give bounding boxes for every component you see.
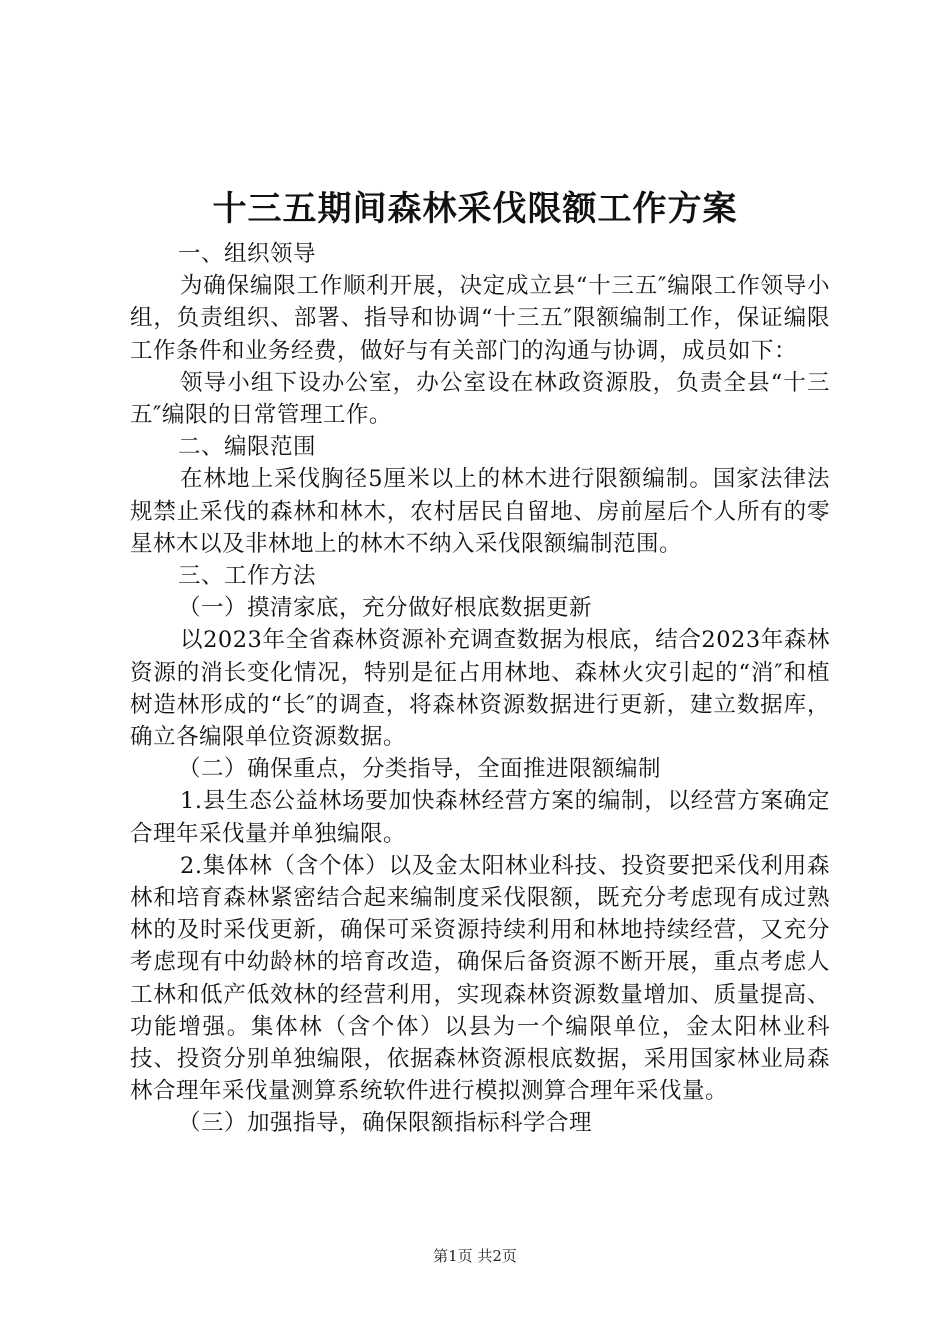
page-title: 十三五期间森林采伐限额工作方案 <box>212 189 738 229</box>
section-heading: 三、工作方法 <box>178 563 317 590</box>
document-body <box>130 238 830 1140</box>
paragraph: 2.集体林（含个体）以及金太阳林业科技、投资要把采伐利用森林和培育森林紧密结合起来编制度采伐限额，既充分考虑现有成过熟林的及时采伐更新，确保可采资源持续利用和林地持续经营，又充分考虑现有中幼龄林的培育改造，确保后备资源不断开展，重点考虑人工林和低产低效林的经营利用，实现森林资源数量增加、质量提高、功能增强。集体林（含个体）以县为一个编限单位，金太阳林业科技、投资分别单独编限，依据森林资源根底数据，采用国家林业局森林合理年采伐量测算系统软件进行模拟测算合理年采伐量。 <box>130 852 830 1105</box>
page-footer: 第1页 共2页 <box>433 1247 517 1265</box>
section-heading: 二、编限范围 <box>178 434 317 461</box>
paragraph: 在林地上采伐胸径5厘米以上的林木进行限额编制。国家法律法规禁止采伐的森林和林木，农村居民自留地、房前屋后个人所有的零星林木以及非林地上的林木不纳入采伐限额编制范围。 <box>130 466 830 557</box>
subsection-heading: （二）确保重点，分类指导，全面推进限额编制 <box>178 756 662 783</box>
subsection-heading: （一）摸清家底，充分做好根底数据更新 <box>178 595 593 622</box>
paragraph: 领导小组下设办公室，办公室设在林政资源股，负责全县“十三五″编限的日常管理工作。 <box>130 369 830 429</box>
section-heading: 一、组织领导 <box>178 241 317 267</box>
paragraph: 为确保编限工作顺利开展，决定成立县“十三五″编限工作领导小组，负责组织、部署、指导和协调“十三五″限额编制工作，保证编限工作条件和业务经费，做好与有关部门的沟通与协调，成员如下： <box>130 273 830 364</box>
paragraph: 1.县生态公益林场要加快森林经营方案的编制，以经营方案确定合理年采伐量并单独编限。 <box>130 788 830 847</box>
paragraph: 以2023年全省森林资源补充调查数据为根底，结合2023年森林资源的消长变化情况，特别是征占用林地、森林火灾引起的“消″和植树造林形成的“长″的调查，将森林资源数据进行更新，建立数据库，确立各编限单位资源数据。 <box>130 627 830 751</box>
subsection-heading: （三）加强指导，确保限额指标科学合理 <box>178 1110 593 1137</box>
